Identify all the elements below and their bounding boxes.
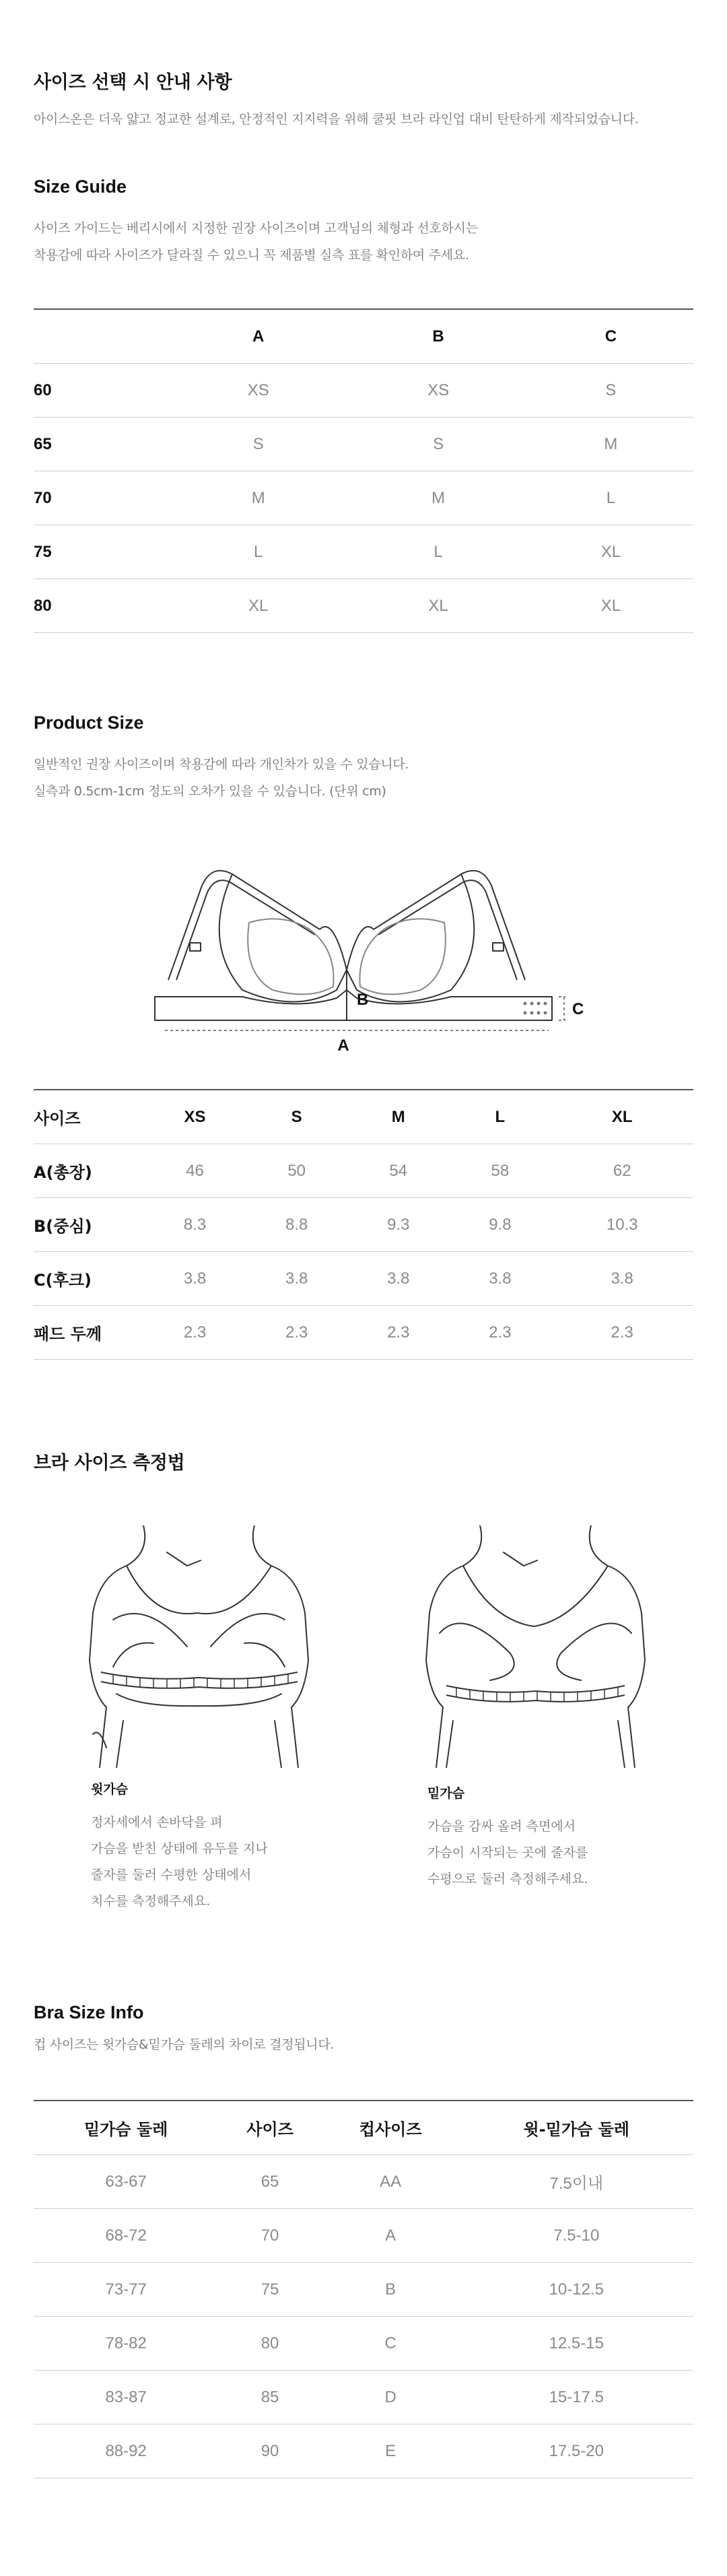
table-cell: XL — [600, 596, 621, 615]
table-cell: M — [431, 488, 446, 507]
table-row — [34, 2371, 693, 2424]
table-cell: 2.3 — [183, 1323, 207, 1342]
table-row — [34, 418, 693, 471]
table-cell: B — [385, 2280, 396, 2299]
table-cell: 17.5-20 — [549, 2441, 604, 2460]
table-cell: E — [385, 2441, 396, 2460]
product-size-section — [34, 713, 693, 805]
table-cell: M — [604, 434, 618, 453]
header-cell: B — [432, 327, 444, 345]
table-cell: 54 — [389, 1161, 408, 1180]
table-cell: 58 — [491, 1161, 510, 1180]
table-cell: A — [385, 2226, 396, 2245]
diagram-label-c: C — [572, 1000, 584, 1018]
table-cell: 80 — [261, 2334, 279, 2352]
bra-info-table — [34, 2100, 693, 2478]
row-label: A(총장) — [34, 1163, 92, 1182]
size-guide-table — [34, 308, 693, 633]
table-cell: XL — [248, 596, 269, 615]
notice-section — [34, 67, 693, 133]
table-row — [34, 2209, 693, 2263]
table-cell: L — [254, 542, 263, 561]
table-cell: 65 — [261, 2172, 279, 2191]
table-row — [34, 1306, 693, 1360]
table-cell: 3.8 — [489, 1269, 512, 1288]
table-cell: 9.8 — [489, 1215, 512, 1234]
size-guide-line-1: 사이즈 가이드는 베리시에서 지정한 권장 사이즈이며 고객님의 체형과 선호하시는 — [34, 221, 478, 236]
table-cell: XS — [427, 381, 450, 399]
table-row — [34, 525, 693, 579]
table-cell: 9.3 — [387, 1215, 410, 1234]
header-cell — [34, 309, 168, 364]
table-cell: 12.5-15 — [549, 2334, 604, 2352]
header-cell: XS — [184, 1107, 206, 1126]
table-cell: S — [605, 381, 617, 399]
table-cell: 7.5이내 — [549, 2175, 604, 2193]
band-cell: 80 — [34, 596, 52, 615]
table-cell: 50 — [287, 1161, 306, 1180]
table-cell: 83-87 — [105, 2387, 147, 2406]
size-guide-section — [34, 176, 693, 269]
table-header-row — [34, 2101, 693, 2155]
upper-bust-line: 치수를 측정해주세요. — [91, 1894, 211, 1909]
row-label: B(중심) — [34, 1217, 92, 1236]
table-cell: 2.3 — [611, 1323, 633, 1342]
table-cell: 88-92 — [105, 2441, 147, 2460]
band-cell: 60 — [34, 381, 52, 399]
table-cell: D — [384, 2387, 396, 2406]
product-size-title: Product Size — [34, 713, 144, 733]
header-cell: C — [604, 327, 617, 345]
table-row — [34, 579, 693, 633]
table-cell: 3.8 — [285, 1269, 308, 1288]
table-cell: S — [252, 434, 264, 453]
header-cell: L — [495, 1107, 506, 1126]
table-cell: 2.3 — [285, 1323, 308, 1342]
product-size-line-2: 실측과 0.5cm-1cm 정도의 오차가 있을 수 있습니다. (단위 cm) — [34, 784, 386, 799]
table-cell: XL — [600, 542, 621, 561]
header-cell: XL — [611, 1107, 633, 1126]
notice-text: 아이스온은 더욱 얇고 정교한 설계로, 안정적인 지지력을 위해 쿨핏 브라 라인업 대비 탄탄하게 제작되었습니다. — [34, 112, 639, 127]
size-guide-title: Size Guide — [34, 176, 127, 197]
under-bust-line: 가슴이 시작되는 곳에 줄자를 — [427, 1845, 588, 1860]
bra-info-text: 컵 사이즈는 윗가슴&밑가슴 둘레의 차이로 결정됩니다. — [34, 2037, 335, 2052]
row-label: 패드 두께 — [34, 1325, 102, 1344]
table-cell: 78-82 — [105, 2334, 147, 2352]
table-cell: 73-77 — [105, 2280, 147, 2299]
upper-bust-line: 가슴을 받친 상태에 유두를 지나 — [91, 1841, 268, 1856]
table-row — [34, 1198, 693, 1252]
table-cell: 2.3 — [387, 1323, 410, 1342]
table-cell: 10.3 — [606, 1215, 638, 1234]
bra-info-section — [34, 2002, 693, 2058]
table-cell: 90 — [261, 2441, 279, 2460]
table-cell: L — [434, 542, 443, 561]
under-bust-guide — [427, 1783, 697, 1892]
header-cell: 컵사이즈 — [359, 2120, 422, 2139]
product-size-line-1: 일반적인 권장 사이즈이며 착용감에 따라 개인차가 있을 수 있습니다. — [34, 757, 409, 772]
row-label: C(후크) — [34, 1271, 92, 1290]
table-cell: 15-17.5 — [549, 2387, 604, 2406]
band-cell: 75 — [34, 542, 52, 561]
bra-measure-diagram — [141, 855, 586, 1057]
table-cell: C — [384, 2334, 396, 2352]
table-row — [34, 1144, 693, 1198]
table-cell: 70 — [261, 2226, 279, 2245]
header-cell: A — [252, 327, 265, 345]
measure-title: 브라 사이즈 측정법 — [34, 1453, 185, 1474]
measure-section — [34, 1448, 693, 1474]
bra-info-table-wrap — [34, 2100, 693, 2478]
size-guide-line-2: 착용감에 따라 사이즈가 달라질 수 있으니 꼭 제품별 실측 표를 확인하여 주세요. — [34, 248, 469, 263]
table-cell: 62 — [613, 1161, 631, 1180]
table-cell: AA — [380, 2172, 402, 2191]
product-size-table-wrap — [34, 1089, 693, 1360]
under-bust-label: 밑가슴 — [427, 1786, 465, 1801]
table-header-row — [34, 1090, 693, 1144]
size-guide-table-wrap — [34, 308, 693, 633]
table-cell: 3.8 — [611, 1269, 633, 1288]
upper-bust-illustration — [86, 1525, 315, 1768]
table-row — [34, 1252, 693, 1306]
table-cell: 63-67 — [105, 2172, 147, 2191]
header-cell: S — [291, 1107, 302, 1126]
header-cell: M — [391, 1107, 405, 1126]
under-bust-illustration — [423, 1525, 652, 1768]
table-row — [34, 2424, 693, 2478]
diagram-label-a: A — [337, 1036, 349, 1055]
under-bust-line: 가슴을 감싸 올려 측면에서 — [427, 1819, 576, 1834]
table-cell: 2.3 — [489, 1323, 512, 1342]
table-cell: 68-72 — [105, 2226, 147, 2245]
table-cell: 46 — [186, 1161, 204, 1180]
table-cell: 8.8 — [285, 1215, 308, 1234]
upper-bust-guide — [91, 1779, 360, 1915]
table-row — [34, 364, 693, 418]
band-cell: 70 — [34, 488, 52, 507]
product-size-table — [34, 1089, 693, 1360]
table-row — [34, 2263, 693, 2317]
header-cell: 윗-밑가슴 둘레 — [523, 2120, 629, 2139]
bra-info-title: Bra Size Info — [34, 2002, 144, 2022]
header-cell: 밑가슴 둘레 — [84, 2120, 168, 2139]
table-cell: M — [251, 488, 265, 507]
table-cell: 85 — [261, 2387, 279, 2406]
header-cell: 사이즈 — [246, 2120, 293, 2139]
table-cell: 8.3 — [183, 1215, 207, 1234]
upper-bust-line: 줄자를 둘러 수평한 상태에서 — [91, 1868, 252, 1882]
table-cell: XL — [428, 596, 448, 615]
table-row — [34, 471, 693, 525]
table-header-row — [34, 309, 693, 364]
table-row — [34, 2317, 693, 2371]
upper-bust-label: 윗가슴 — [91, 1782, 129, 1797]
notice-title: 사이즈 선택 시 안내 사항 — [34, 72, 232, 93]
table-cell: L — [606, 488, 616, 507]
table-cell: XS — [247, 381, 269, 399]
table-cell: 10-12.5 — [549, 2280, 604, 2299]
table-cell: 75 — [261, 2280, 279, 2299]
diagram-label-b: B — [357, 991, 369, 1009]
table-cell: 7.5-10 — [553, 2226, 600, 2245]
table-row — [34, 2155, 693, 2209]
header-cell: 사이즈 — [34, 1109, 81, 1128]
table-cell: 3.8 — [387, 1269, 410, 1288]
table-cell: 3.8 — [183, 1269, 207, 1288]
upper-bust-line: 정자세에서 손바닥을 펴 — [91, 1815, 223, 1830]
band-cell: 65 — [34, 434, 52, 453]
under-bust-line: 수평으로 둘러 측정해주세요. — [427, 1872, 588, 1886]
table-cell: S — [433, 434, 444, 453]
